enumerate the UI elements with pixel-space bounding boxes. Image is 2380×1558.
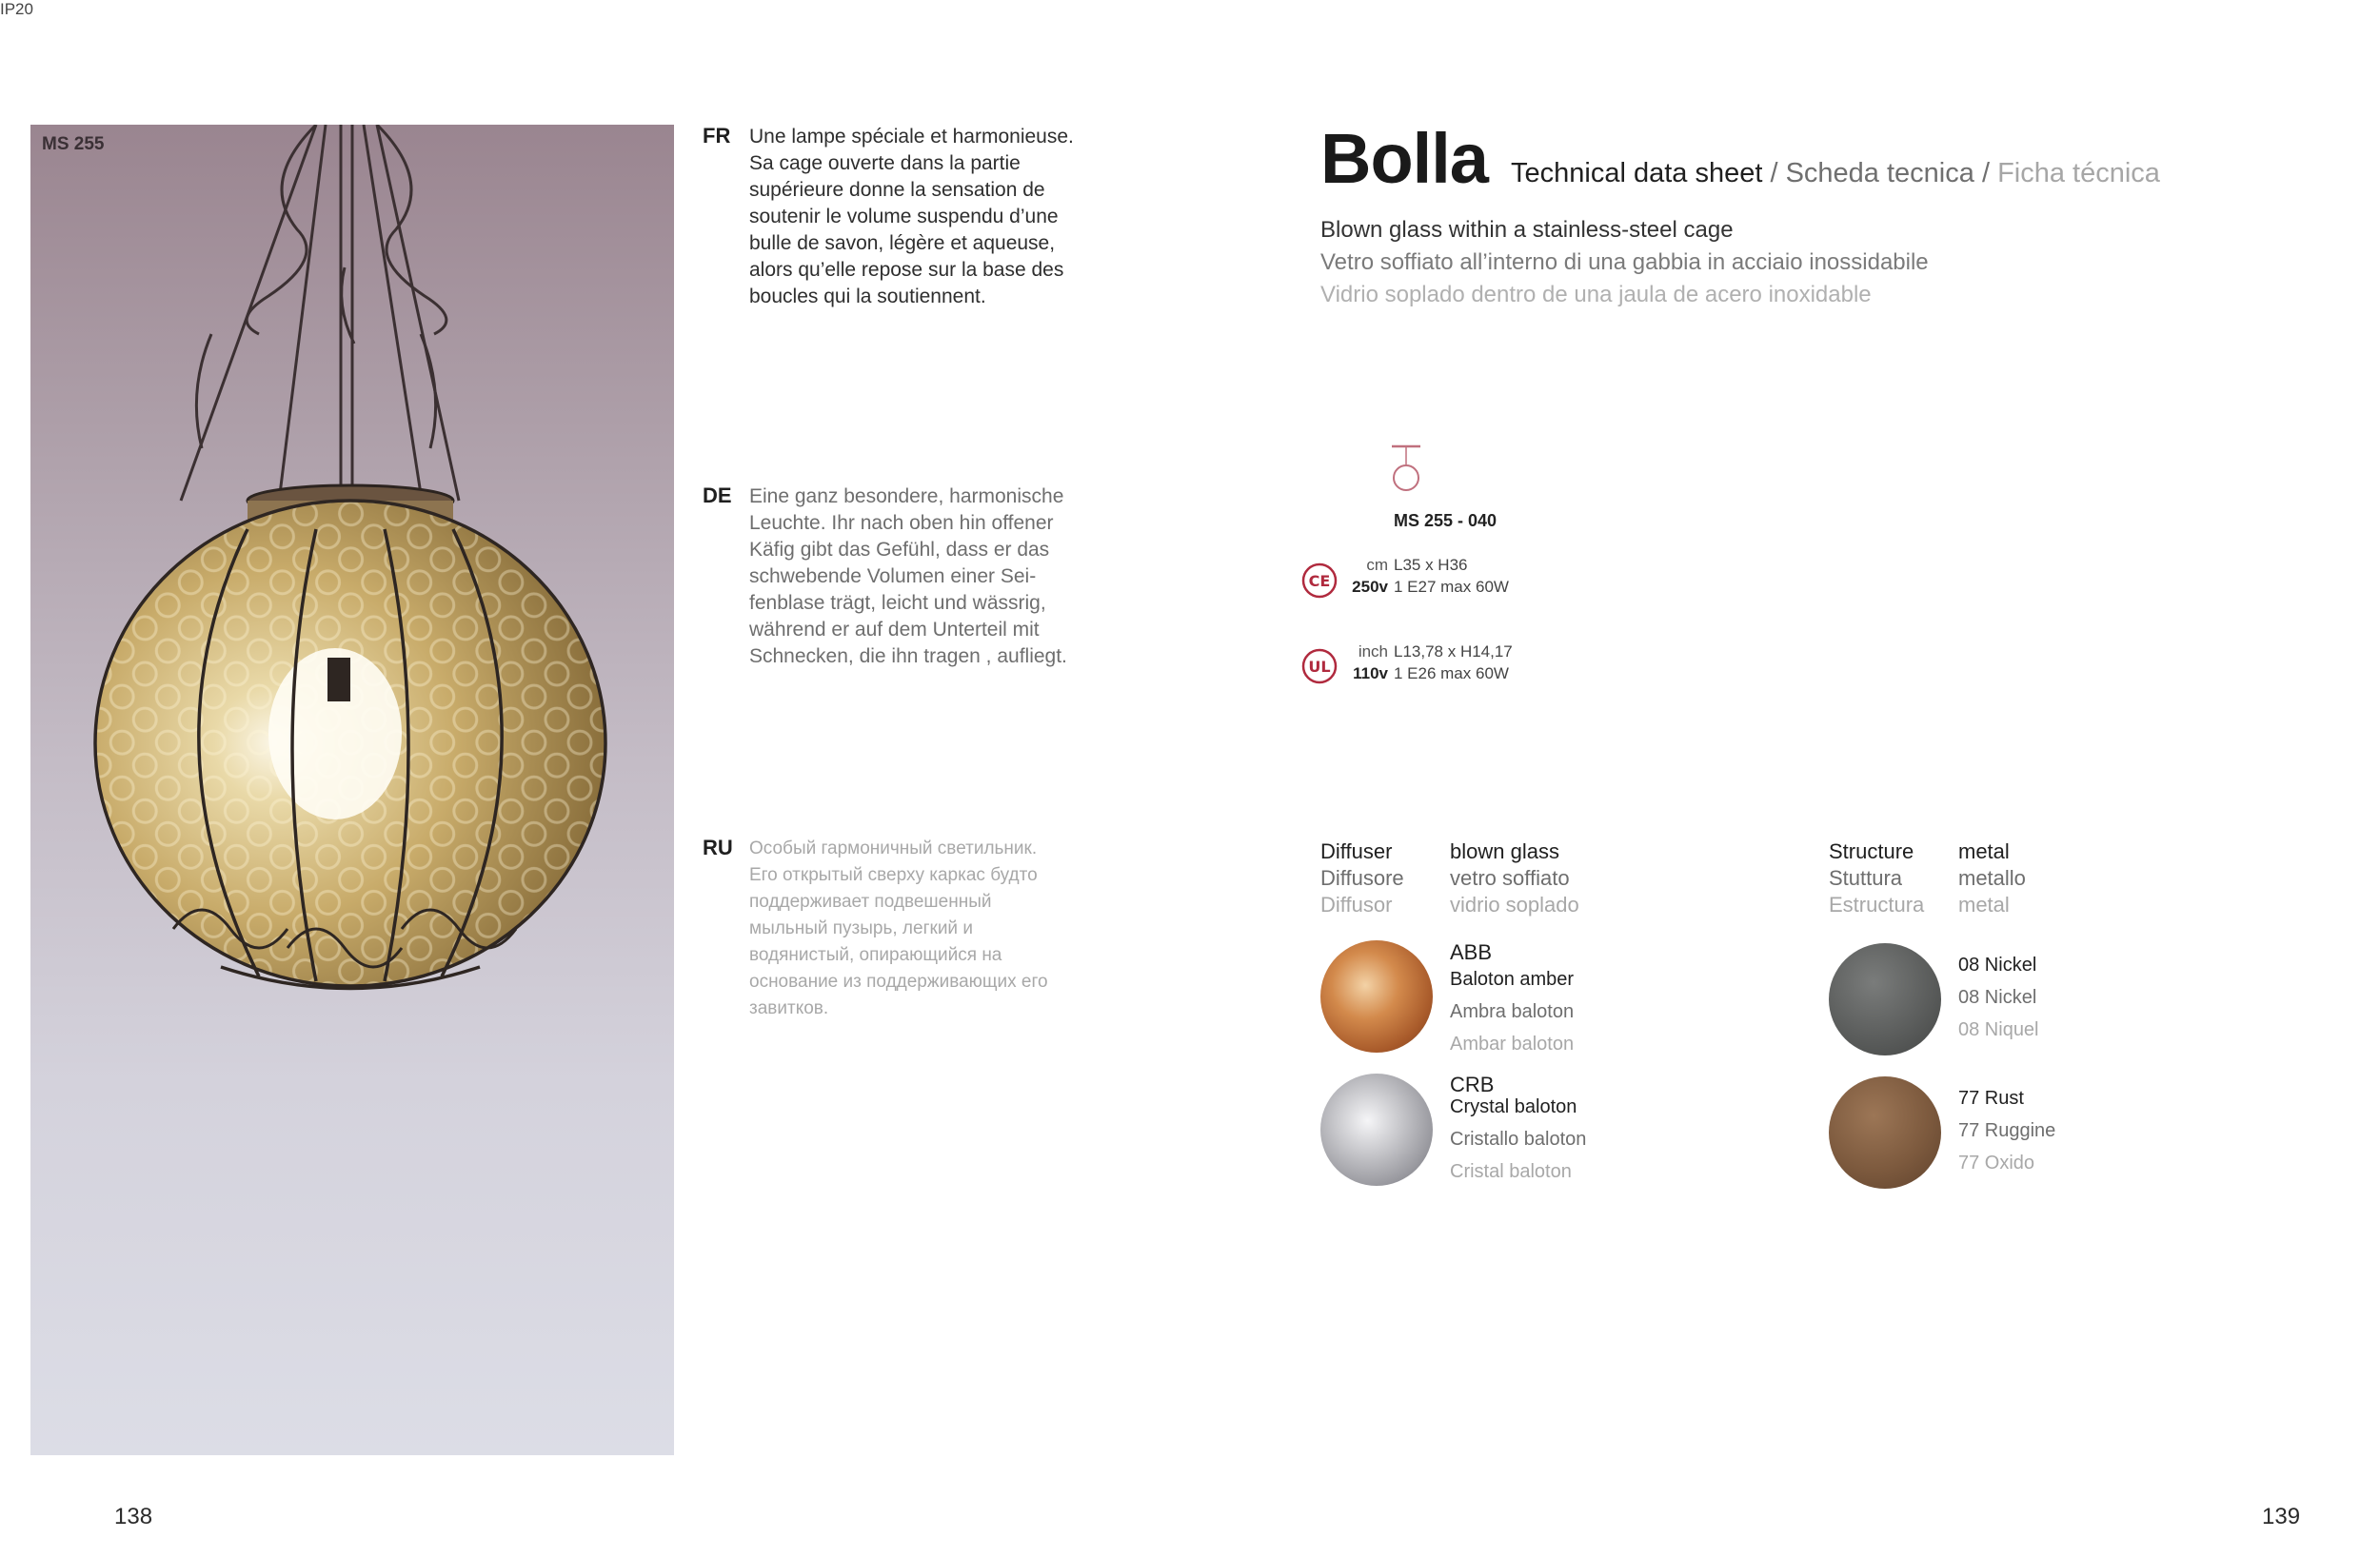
ul-voltage: 110v bbox=[1353, 664, 1388, 682]
description-it: Vetro soffiato all’interno di una gabbia in acciaio inossidabile bbox=[1320, 249, 1929, 275]
pendant-symbol-icon bbox=[1390, 444, 1422, 493]
finish-rust-en: 77 Rust bbox=[1958, 1088, 2024, 1109]
model-code: MS 255 - 040 bbox=[1394, 511, 1497, 530]
product-photo bbox=[30, 125, 674, 1455]
ip-rating: IP20 bbox=[0, 0, 33, 18]
finish-abb-es: Ambar baloton bbox=[1450, 1034, 1575, 1055]
finish-rust-es: 77 Oxido bbox=[1958, 1153, 2035, 1173]
description-ru: Особый гармоничный светильник. Его открытый сверху каркас будто поддерживает подвешенный мыльный пузырь, легкий и водянистый, опирающийся на основание из поддерживающих его завитков. bbox=[749, 838, 1048, 1018]
structure-label-en: Structure bbox=[1829, 839, 1914, 863]
description-en: Blown glass within a stainless-steel cage bbox=[1320, 217, 1734, 243]
finish-crb-en: Crystal baloton bbox=[1450, 1096, 1577, 1117]
page-number-left: 138 bbox=[114, 1504, 153, 1529]
page-number-right: 139 bbox=[2262, 1504, 2301, 1529]
finish-nickel-en: 08 Nickel bbox=[1958, 955, 2037, 976]
description-de: Eine ganz besondere, harmonische Leuchte. Ihr nach oben hin offener Käfig gibt das Gefühl, dass er das schwebende Volumen einer Sei- fenblase trägt, leicht und wässrig, während er auf dem Unterteil mit Schnecken, die ihn tragen , aufliegt. bbox=[749, 485, 1067, 667]
diffuser-label-es: Diffusor bbox=[1320, 893, 1393, 917]
lang-code-fr: FR bbox=[703, 124, 731, 148]
structure-labels bbox=[1829, 838, 1924, 918]
subtitle-separator: / bbox=[1762, 158, 1786, 188]
structure-value-en: metal bbox=[1958, 839, 2010, 863]
structure-label-es: Estructura bbox=[1829, 893, 1925, 917]
swatch-rust bbox=[1829, 1076, 1941, 1189]
subtitle-it: Scheda tecnica bbox=[1785, 158, 1974, 188]
description-es: Vidrio soplado dentro de una jaula de acero inoxidable bbox=[1320, 282, 1872, 307]
finish-nickel-es: 08 Niquel bbox=[1958, 1019, 2039, 1040]
svg-text:CE: CE bbox=[1308, 572, 1331, 590]
lang-code-de: DE bbox=[703, 483, 732, 507]
finish-crb-it: Cristallo baloton bbox=[1450, 1129, 1587, 1150]
diffuser-label-en: Diffuser bbox=[1320, 839, 1393, 863]
ce-dimensions: L35 x H36 bbox=[1394, 556, 1468, 574]
ul-dimensions: L13,78 x H14,17 bbox=[1394, 642, 1513, 661]
finish-nickel-it: 08 Nickel bbox=[1958, 987, 2037, 1008]
product-title: Bolla bbox=[1320, 119, 1488, 198]
ce-bulb: 1 E27 max 60W bbox=[1394, 578, 1509, 596]
diffuser-label-it: Diffusore bbox=[1320, 866, 1404, 890]
datasheet-subtitle bbox=[1511, 158, 2160, 189]
description-fr: Une lampe spéciale et harmonieuse. Sa cage ouverte dans la partie supérieure donne la sensation de soutenir le volume suspendu d’une bulle de savon, légère et aqueuse, alors qu’elle repose sur la base des boucles qui la soutiennent. bbox=[749, 126, 1074, 307]
structure-value-es: metal bbox=[1958, 893, 2010, 917]
finish-abb-en: Baloton amber bbox=[1450, 969, 1575, 990]
svg-text:UL: UL bbox=[1308, 658, 1331, 676]
swatch-crystal-baloton bbox=[1320, 1074, 1433, 1186]
diffuser-values bbox=[1450, 838, 1579, 918]
diffuser-value-en: blown glass bbox=[1450, 839, 1559, 863]
finish-code-crb: CRB bbox=[1450, 1073, 1495, 1096]
swatch-amber-baloton bbox=[1320, 940, 1433, 1053]
structure-value-it: metallo bbox=[1958, 866, 2026, 890]
structure-values bbox=[1958, 838, 2026, 918]
diffuser-value-it: vetro soffiato bbox=[1450, 866, 1570, 890]
subtitle-separator: / bbox=[1973, 158, 1998, 188]
lang-code-ru: RU bbox=[703, 836, 733, 859]
structure-label-it: Stuttura bbox=[1829, 866, 1903, 890]
diffuser-value-es: vidrio soplado bbox=[1450, 893, 1579, 917]
subtitle-en: Technical data sheet bbox=[1511, 158, 1763, 188]
ce-unit: cm bbox=[1366, 556, 1388, 574]
ul-unit: inch bbox=[1358, 642, 1388, 661]
finish-code-abb: ABB bbox=[1450, 940, 1493, 964]
photo-product-code: MS 255 bbox=[42, 134, 105, 154]
diffuser-labels bbox=[1320, 838, 1404, 918]
ce-voltage: 250v bbox=[1352, 578, 1388, 596]
ul-bulb: 1 E26 max 60W bbox=[1394, 664, 1509, 682]
pendant-lamp-illustration bbox=[30, 125, 674, 1455]
finish-crb-es: Cristal baloton bbox=[1450, 1161, 1572, 1182]
finish-rust-it: 77 Ruggine bbox=[1958, 1120, 2056, 1141]
swatch-nickel bbox=[1829, 943, 1941, 1055]
finish-abb-it: Ambra baloton bbox=[1450, 1001, 1575, 1022]
subtitle-es: Ficha técnica bbox=[1997, 158, 2160, 188]
